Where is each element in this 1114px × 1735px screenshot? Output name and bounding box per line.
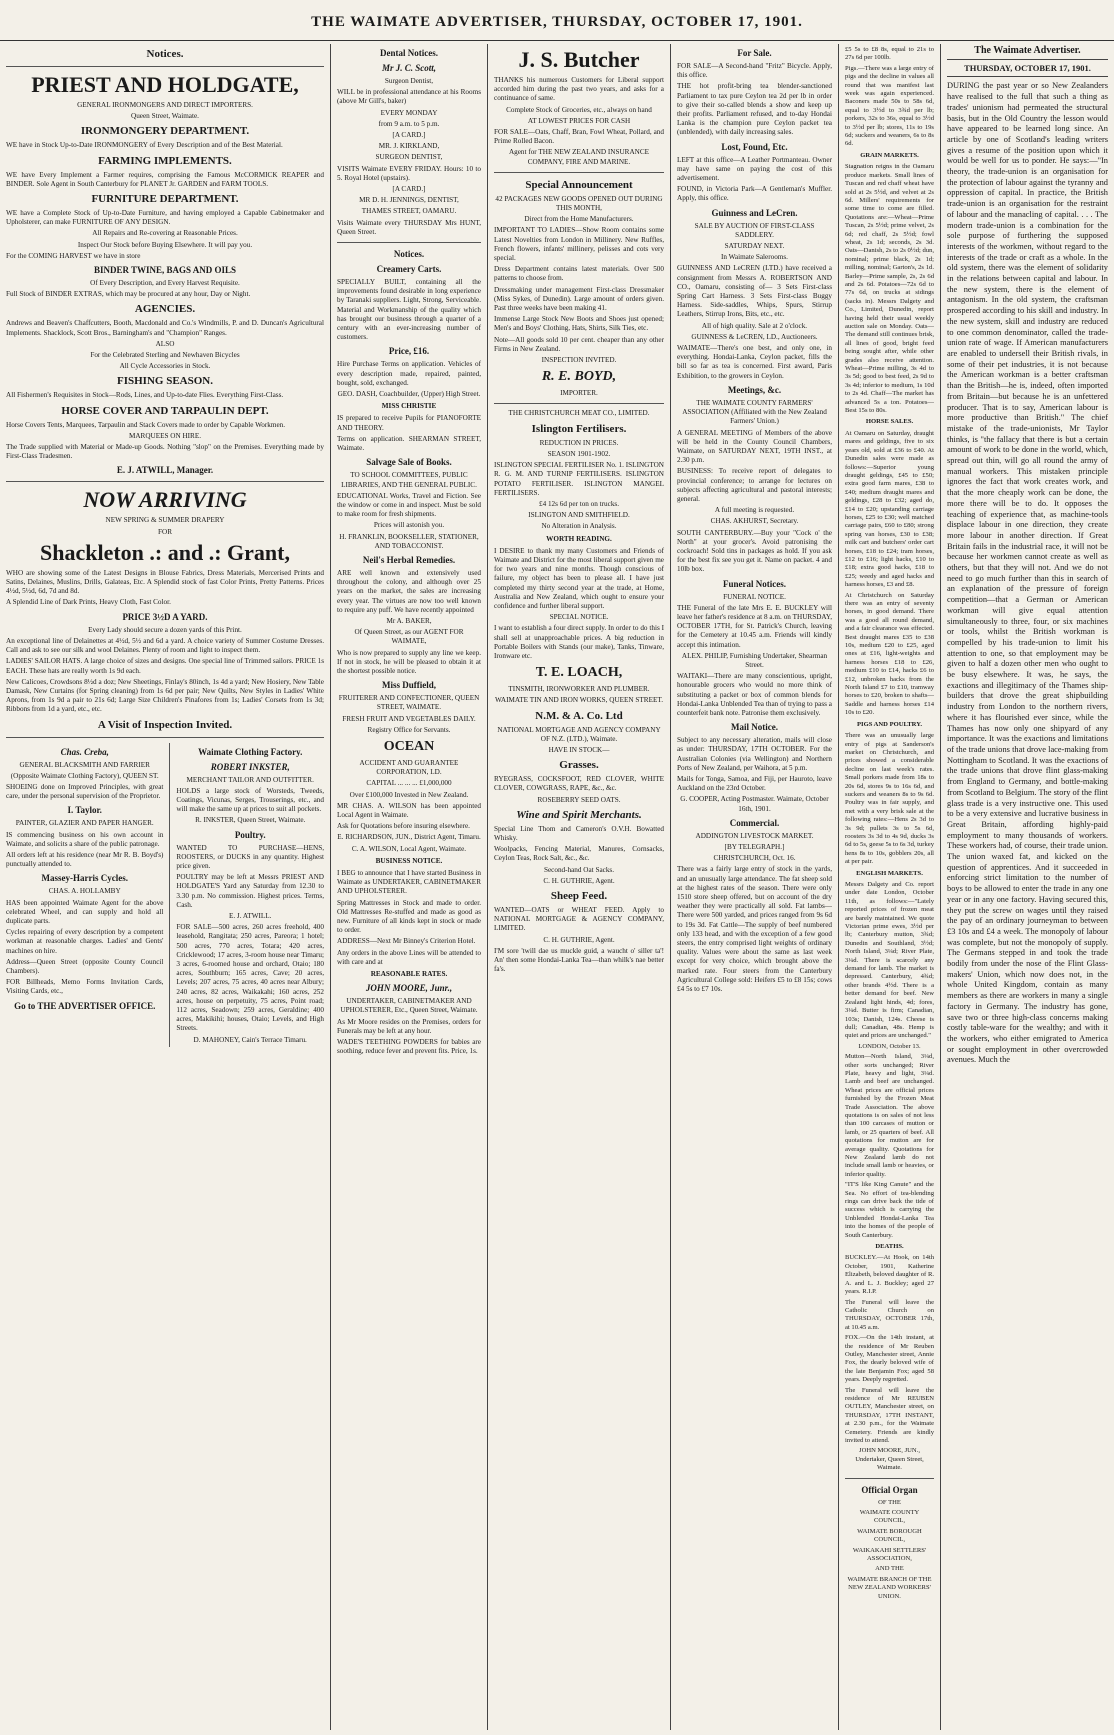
ad-text: Spring Mattresses in Stock and made to order. Old Mattresses Re-stuffed and made as good as new. Furniture of all kinds kept in stock or made to order. <box>337 898 481 935</box>
column-editorial <box>941 44 1114 1730</box>
ad-text: Address—Queen Street (opposite County Council Chambers). <box>6 957 164 975</box>
ad-text: Of Queen Street, as our AGENT FOR WAIMATE, <box>354 628 464 646</box>
ad-title: Salvage Sale of Books. <box>366 457 452 468</box>
ad-text: SOUTH CANTERBURY.—Buy your "Cock o' the North" at your grocer's. Avoid patronising the cockroach! Sold tins in packages as hold. If you ask for the best fix see you get it. Name on packet. 4 and 10lb box. <box>677 528 832 574</box>
ad-heading: HORSE COVER AND TARPAULIN DEPT. <box>61 404 269 417</box>
ad-heading: IRONMONGERY DEPARTMENT. <box>80 125 250 138</box>
ad-text: SATURDAY NEXT. <box>724 242 785 251</box>
ad-title: T. E. LOACH, <box>535 665 623 681</box>
divider <box>6 737 324 738</box>
ad-text: Dressmaking under management First-class Dressmaker (Miss Sykes, of Dunedin). Large amount of orders given. Past three weeks have been making 41. <box>494 285 664 313</box>
section-header: For Sale. <box>737 48 772 58</box>
section-header: Commercial. <box>729 817 780 828</box>
ad-text: THANKS his numerous Customers for Liberal support accorded him during the past two years, and asks for a continuance of same. <box>494 76 664 103</box>
ad-text: LADIES' SAILOR HATS. A large choice of sizes and designs. One special line of Trimmed sailors. PRICE 1s EACH. These hats are really worth 1s 9d each. <box>6 657 324 675</box>
ad-price: PRICE 3½D A YARD. <box>122 611 208 622</box>
ad-text: CHRISTCHURCH, Oct. 16. <box>713 854 796 863</box>
editorial-masthead: The Waimate Advertiser. <box>947 44 1108 60</box>
ad-text: CHAS. AKHURST, Secretary. <box>710 517 799 526</box>
section-header: DEATHS. <box>875 1243 904 1251</box>
ad-text: WE have in Stock Up-to-Date IRONMONGERY of Every Description and of the Best Material. <box>6 141 283 150</box>
ad-heading: A Visit of Inspection Invited. <box>97 718 233 731</box>
ad-text: WILL be in professional attendance at his Rooms (above Mr Gill's, baker) <box>337 88 481 106</box>
ad-heading: FARMING IMPLEMENTS. <box>98 154 232 167</box>
ad-text: WANTED—OATS or WHEAT FEED. Apply to NATIONAL MORTGAGE & AGENCY COMPANY, LIMITED. <box>494 906 664 933</box>
ad-text: A full meeting is requested. <box>714 506 795 515</box>
section-header: Meetings, &c. <box>727 384 782 395</box>
ad-text: MR CHAS. A. WILSON has been appointed Local Agent in Waimate. <box>337 801 481 819</box>
ad-text: An exceptional line of Delainettes at 4½d, 5½ and 6d a yard. A choice variety of Summer Costume Dresses. Call and ask to see our silk and wool Delaines. Plenty of room and light to inspect them. <box>6 636 324 655</box>
ad-title: Poultry. <box>234 829 266 840</box>
ad-text: MR. J. KIRKLAND, <box>378 142 440 151</box>
ad-title: WORTH READING. <box>546 534 612 543</box>
ad-text: Andrews and Beaven's Chaffcutters, Booth, Macdonald and Co.'s Windmills, P. and D. Duncan's Agricultural Implements. Shacklock, Scott Bros., Barningham's and "Champion" Ranges. <box>6 319 324 337</box>
ad-text: UNDERTAKER, CABINETMAKER AND UPHOLSTERER, Etc., Queen Street, Waimate. <box>340 997 478 1015</box>
ad-text: For the Celebrated Sterling and Newhaven Bicycles <box>90 351 240 360</box>
ad-text: AND THE <box>875 1565 904 1573</box>
sub-column <box>176 743 324 1047</box>
ad-text: £5 5s to £8 8s, equal to 21s to 27s 6d per 100lb. <box>845 46 934 62</box>
ad-title: Neil's Herbal Remedies. <box>362 554 456 565</box>
ad-text: HAS been appointed Waimate Agent for the above celebrated Wheel, and can supply and hold all duplicate parts. <box>6 898 164 925</box>
ad-text: For the COMING HARVEST we have in store <box>6 251 141 260</box>
ad-text: "IT'S like King Canute" and the Sea. No effort of tea-blending rings can drive back the tide of success which is carrying the Unblended Hondai-Lanka Tea into the homes of the people of South Canterbury. <box>845 1181 934 1239</box>
ad-text: The Funeral will leave the residence of Mr REUBEN OUTLEY, Manchester street, on THURSDAY, 17TH INSTANT, at 2.30 p.m., for the Waimate Cemetery. Friends are kindly invited to attend. <box>845 1386 934 1444</box>
ad-heading: FURNITURE DEPARTMENT. <box>91 193 239 206</box>
ad-text: Special Line Thom and Cameron's O.V.H. Bowatted Whisky. <box>494 824 664 842</box>
ad-text: SEASON 1901-1902. <box>547 449 611 458</box>
ad-price: Price, £16. <box>388 346 430 357</box>
ad-text: Woolpacks, Fencing Material, Manures, Cornsacks, Ceylon Teas, Rock Salt, &c., &c. <box>494 845 664 863</box>
ad-text: I'M sore 'twill dae us muckle guid, a waucht o' siller ta'! An' then some Hondai-Lanka Tea—than whilk's nae better fa's. <box>494 946 664 974</box>
divider <box>494 172 664 173</box>
divider <box>337 242 481 243</box>
ad-text: C. H. GUTHRIE, Agent. <box>543 935 615 944</box>
divider <box>845 1478 934 1479</box>
ad-text: Of Every Description, and Every Harvest Requisite. <box>90 279 240 288</box>
ad-text: Registry Office for Servants. <box>367 725 451 734</box>
ad-text: BUSINESS: To receive report of delegates to provincial conference; to arrange for lectures on subjects affecting agricultural and pastoral interests; general. <box>677 467 832 503</box>
ad-text: All Fishermen's Requisites in Stock—Rods, Lines, and Up-to-date Flies. Everything First-Class. <box>6 391 284 400</box>
column-for-sale <box>671 44 838 1730</box>
ad-text: ISLINGTON SPECIAL FERTILISER No. 1. ISLINGTON R. G. M. AND TURNIP FERTILISERS. ISLINGTON POTATO FERTILISER. ISLINGTON MANGEL FERTILISERS. <box>494 461 664 497</box>
ad-text: All orders left at his residence (near Mr R. B. Boyd's) punctually attended to. <box>6 850 164 869</box>
ad-text: Full Stock of BINDER EXTRAS, which may be procured at any hour, Day or Night. <box>6 290 251 299</box>
ad-text: ADDRESS—Next Mr Binney's Criterion Hotel. <box>337 937 476 946</box>
ad-text: Who is now prepared to supply any line we keep. If not in stock, he will be pleased to obtain it at the shortest possible notice. <box>337 648 481 675</box>
column-notices <box>0 44 330 1730</box>
ad-signature: E. J. ATWILL, Manager. <box>116 465 214 476</box>
ad-text: Dress Department contains latest materials. Over 500 patterns to choose from. <box>494 265 664 283</box>
ad-text: FOR SALE—500 acres, 260 acres freehold, 400 leasehold, Rangitata; 250 acres, Pareora; 1 hotel; 500 acres, 770 acres, Totara; 420 acres, Cricklewood; 17 acres, 3-room house near Timaru; 3 acres, 6-roomed house and orchard, Otaio; 180 acres, Southburn; 165 acres, Cave; 20 acres, Levels; 207 acres, 75 acres, 40 acres near Albury; 240 acres, 82 acres, Waikakahi; 160 acres, 252 acres, house on perpetuity, 75 acres, Point road; 112 acres, Seadown; 259 acres, Geraldine; 400 acres, Makikihi; houses, Otaio; Levels, and High Streets. <box>176 923 324 1033</box>
ad-text: OF THE <box>878 1498 901 1506</box>
ad-text: FOX.—On the 14th instant, at the residence of Mr Reuben Outley, Manchester street, Annie Fox, the dearly beloved wife of the late Benjamin Fox; aged 58 years. Deeply regretted. <box>845 1334 934 1384</box>
ad-text: Stagnation reigns in the Oamaru produce markets. Small lines of Tuscan and red chaff wheat have sold at 2s 5½d, and velvet at 2s 6d. Millers' requirements for some time to come are filled. Quotations are:—Wheat—Prime Tuscan, 2s 5½d; prime velvet, 2s 6d; red chaff, 2s 5½d; fowl wheat, 2s 1d; seconds, 2s 3d. Oats—Danish, 2s to 2s 0½d; dun, nominal; prime black, 2s 1d; milling, nominal; Garton's, 2s 1d. Barley—Prime sample, 2s, 2s 6d and 2s 6d. Potatoes—72s 6d to 77s 6d, on trucks at sidings (sacks in). Messrs Dalgety and Co., Limited, Dunedin, report having held their usual weekly auction sale on Monday. Oats—The demand still continues brisk, all lines of good, bright feed being sought after, while other grades also receive attention. Wheat—Prime milling, 3s 4d to 3s 5d; good to best feed, 2s 9d to 3s 4d; inferior to medium, 1s 10d to 2s 4d. Chaff—The market has advanced 5s a ton. Potatoes—Best 15s to 80s. <box>845 163 935 415</box>
ad-heading: AGENCIES. <box>134 303 196 316</box>
ad-text: LONDON, October 13. <box>858 1042 921 1050</box>
ad-text: G. COOPER, Acting Postmaster. Waimate, October 16th, 1901. <box>680 795 829 813</box>
ad-text: FOUND, in Victoria Park—A Gentleman's Muffler. Apply, this office. <box>677 185 832 203</box>
ad-text: MARQUEES ON HIRE. <box>128 431 202 440</box>
section-header: Guinness and LeCren. <box>711 207 798 218</box>
ad-text: I BEG to announce that I have started Business in Waimate as UNDERTAKER, CABINETMAKER AND UPHOLSTERER. <box>337 869 481 896</box>
ad-title: Go to THE ADVERTISER OFFICE. <box>14 1000 156 1011</box>
section-header: ENGLISH MARKETS. <box>856 869 923 877</box>
ad-title: Sheep Feed. <box>550 890 608 902</box>
ad-text: GENERAL BLACKSMITH AND FARRIER <box>19 760 150 769</box>
ad-title: Shackleton .: and .: Grant, <box>40 539 290 565</box>
section-header: Dental Notices. <box>380 48 438 58</box>
ad-text: PAINTER, GLAZIER AND PAPER HANGER. <box>15 819 154 828</box>
ad-text: ALSO <box>155 339 175 348</box>
ad-text: Second-hand Oat Sacks. <box>543 865 615 874</box>
ad-text: TINSMITH, IRONWORKER AND PLUMBER. <box>508 685 650 694</box>
ad-text: At Oamaru on Saturday, draught mares and geldings, five to six years old, sold at £36 to £40. At Dunedin sales were made as follows:—Superior young draught geldings, £45 to £50; extra good farm mares, £38 to £40; medium draught mares and geldings, £28 to £32; aged do, £14 to £20; upstanding carriage horses, £25 to £30; well matched carriage pairs, £60 to £80; strong spring van horses, £30 to £38; milk cart and butchers' order cart horses, £18 to £24; tram horses, £12 to £16; light hacks, £10 to £18; extra good hacks, £18 to £25; weedy and aged hacks and harness horses, £3 and £8. <box>845 429 934 589</box>
column-butcher <box>488 44 670 1730</box>
ad-text: CHAS. A. HOLLAMBY <box>48 887 121 896</box>
ad-text: VISITS Waimate EVERY FRIDAY. Hours: 10 to 5. Royal Hotel (upstairs). <box>337 164 481 182</box>
ad-text: WAITAKI—There are many conscientious, upright, honourable grocers who would no more think of substituting a packet or box of common blends for Hondai-Lanka Unblended Tea than of trying to pass a counterfeit bank note. Patronise them exclusively. <box>677 672 832 717</box>
section-header: HORSE SALES. <box>865 418 914 426</box>
ad-text: 42 PACKAGES NEW GOODS OPENED OUT DURING THIS MONTH, <box>495 194 663 213</box>
ad-text: Horse Covers Tents, Marquees, Tarpaulin and Stack Covers made to order by Capable Workmen. <box>6 420 286 429</box>
column-rule <box>169 743 170 1047</box>
ad-text: Visits Waimate every THURSDAY Mrs HUNT, Queen Street. <box>337 218 481 236</box>
ad-text: H. FRANKLIN, BOOKSELLER, STATIONER, AND TOBACCONIST. <box>339 532 479 550</box>
ad-text: A GENERAL MEETING of Members of the above will be held in the County Council Chambers, Waimate, on SATURDAY NEXT, 19TH INST., at 2.30 p.m. <box>677 428 832 465</box>
ad-text: FUNERAL NOTICE. <box>723 592 786 601</box>
ad-text: Every Lady should secure a dozen yards of this Print. <box>88 625 242 634</box>
masthead-title: THE WAIMATE ADVERTISER, THURSDAY, OCTOBER 17, 1901. <box>311 14 803 30</box>
section-header: Lost, Found, Etc. <box>721 141 788 152</box>
ad-text: All Cycle Accessories in Stock. <box>119 362 211 371</box>
ad-text: WHO are showing some of the Latest Designs in Blouse Fabrics, Dress Materials, Mercerised Prints and Satins, Delaines, Muslins, Drills, Galateas, Etc. A Splendid stock of fast Color Prints, Pretty Patterns. Prices 4½d, 5½d, 6d, 7d and 8d. <box>6 568 324 596</box>
masthead <box>0 0 1114 41</box>
ad-text: ROSEBERRY SEED OATS. <box>537 795 621 804</box>
ad-title: Creamery Carts. <box>376 264 442 275</box>
ad-title: Mr J. C. Scott, <box>381 63 436 73</box>
ad-text: RYEGRASS, COCKSFOOT, RED CLOVER, WHITE CLOVER, COWGRASS, RAPE, &c., &c. <box>494 775 664 793</box>
ad-text: FRUITERER AND CONFECTIONER, QUEEN STREET, WAIMATE. <box>338 694 480 712</box>
ad-text: THE WAIMATE COUNTY FARMERS' ASSOCIATION (Affiliated with the New Zealand Farmers' Union.) <box>682 398 827 426</box>
ad-text: CAPITAL ... ... ... £1,000,000 <box>366 779 452 788</box>
ad-text: C. A. WILSON, Local Agent, Waimate. <box>351 844 467 853</box>
ad-title: I. Taylor. <box>67 805 102 816</box>
ad-title: MISS CHRISTIE <box>381 402 437 411</box>
ad-text: [A CARD.] <box>392 131 426 140</box>
ad-text: There was a fairly large entry of stock in the yards, and an unusually large attendance. The fat sheep sold at the highest rates of the season. There were only 1510 store sheep offered, but on account of the dry weather they were practically all sold. Fat lambs—There were 500 yarded, and prices ranged from 9s 6d to 19s 3d. Fat Cattle—The supply of beef numbered only 133 head, and with the exception of a few good steers, the entry comprised light weights of ordinary quality. Values were about the same as last week except for very choice, which brought above the marked rate. Four steers from the Canterbury Agricultural College sold: Heifers £5 to £8 15s; cows £4 5s to £7 10s. <box>677 865 832 994</box>
ad-text: Mr A. BAKER, <box>386 616 432 625</box>
ad-text: E. RICHARDSON, JUN., District Agent, Timaru. <box>337 833 481 842</box>
ad-text: FOR <box>158 527 172 536</box>
ad-text: All Repairs and Re-covering at Reasonable Prices. <box>92 229 238 238</box>
ad-text: EDUCATIONAL Works, Travel and Fiction. See the window or come in and inspect. Must be sold to make room for fresh shipments. <box>337 491 481 519</box>
ad-text: Any orders in the above Lines will be attended to with care and at <box>337 948 481 966</box>
ad-text: Note—All goods sold 10 per cent. cheaper than any other Firms in New Zealand. <box>494 335 664 353</box>
ad-text: THE Funeral of the late Mrs E. E. BUCKLEY will leave her father's residence at 8 a.m. on THURSDAY, OCTOBER 17TH, for St. Patrick's Church, leaving for the Cemetery at 10.45 a.m. Friends will kindly accept this intimation. <box>677 603 832 649</box>
ad-text: FOR SALE—A Second-hand "Fritz" Bicycle. Apply, this office. <box>677 62 832 80</box>
ad-text: MERCHANT TAILOR AND OUTFITTER. <box>186 775 314 784</box>
ad-text: THE CHRISTCHURCH MEAT CO., LIMITED. <box>508 409 650 418</box>
ad-text: No Alteration in Analysis. <box>541 522 617 531</box>
ad-text: Cycles repairing of every description by a competent workman at reasonable charges. Ladies' and Gents' machines on hire. <box>6 928 164 955</box>
ad-text: WAIMATE TIN AND IRON WORKS, QUEEN STREET. <box>494 696 664 705</box>
ad-text: Messrs Dalgety and Co. report under date London, October 11th, as follows:—"Lately reported prices of frozen meat are barely maintained. We quote Victorian prime ewes, 3½d per lb; Canterbury mutton, 3¾d; Dunedin and Southland, 3½d; North Island, 3¼d; River Plate, 3¼d. There is scarcely any demand for lamb. The market is depressed. Canterbury, 4¾d; other brands 4½d. There is a better demand for beef. New Zealand light hinds, 4d; fores, 3¼d. Butter is firm; Canadian, 103s; Danish, 124s. Cheese is dull; Canadian, 48s. Hemp is quiet and prices are unchanged." <box>845 881 934 1040</box>
ad-text: SHOEING done on Improved Principles, with great care, under the personal supervision of the Proprietor. <box>6 782 164 801</box>
ad-title: JOHN MOORE, Junr., <box>365 983 453 994</box>
ad-text: MR D. H. JENNINGS, DENTIST, <box>359 196 459 205</box>
ad-text: New Calicoes, Crowdsons 8½d a doz; New Sheetings, Finlay's 80inch, 1s 4d a yard; New Hosiery, New Table Damask, New Curtains (for Spring cleaning) from 1s 6d per pair; New Quilts, New Styles in Ladies' White Aprons, from 1s 9d a pair to 21s 6d; Large Size Children's Pinafores from 1s; Ladies' Corsets from 1s 3d; Ribbons from 1d a yard, etc., etc. <box>6 677 324 714</box>
section-header: Funeral Notices. <box>723 578 786 589</box>
section-header: PIGS AND POULTRY. <box>856 720 923 728</box>
ad-text: IMPORTANT TO LADIES—Show Room contains some Latest Novelties from London in Millinery. New Ruffles, French flowers, infants' millinery, pelisses and cots very special. <box>494 226 664 263</box>
ad-text: HAVE IN STOCK— <box>548 745 610 754</box>
ad-title: Islington Fertilisers. <box>531 422 627 435</box>
divider <box>6 66 324 67</box>
ad-title: R. E. BOYD, <box>541 369 617 385</box>
ad-text: BUCKLEY.—At Hook, on 14th October, 1901, Katherine Elizabeth, beloved daughter of R. A. and L. J. Buckley; aged 27 years. R.I.P. <box>845 1254 934 1296</box>
ad-subtitle: NEW SPRING & SUMMER DRAPERY <box>105 516 225 525</box>
ad-text: D. MAHONEY, Cain's Terrace Timaru. <box>193 1035 307 1044</box>
column-commercial <box>839 44 940 1730</box>
ad-text: Pigs.—There was a large entry of pigs and the decline in values all round that was manifest last week was again experienced. Baconers made 50s to 58s 6d, equal to 3½d to 3¾d per lb; porkers, 32s to 36s, equal to 3½d to 3½d per lb; stores, 11s to 19s 6d; suckers and weaners, 6s to 8s 6d. <box>845 64 934 148</box>
ad-text: INSPECTION INVITED. <box>541 356 617 365</box>
column-dental <box>331 44 487 1730</box>
ad-text: ACCIDENT AND GUARANTEE CORPORATION, LD. <box>359 758 459 777</box>
ad-title: BUSINESS NOTICE. <box>375 856 443 865</box>
ad-text: SURGEON DENTIST, <box>375 153 443 162</box>
ad-title: OCEAN <box>383 738 435 754</box>
ad-text: WAIMATE BRANCH OF THE NEW ZEALAND WORKERS' UNION. <box>847 1575 932 1600</box>
ad-text: REDUCTION IN PRICES. <box>539 438 619 447</box>
ad-text: WAIMATE—There's one best, and only one, in everything. Hondai-Lanka, Ceylon packet, fills the bill so far as tea is concerned. First award, Paris Exhibition, to the growers in Ceylon. <box>677 344 832 380</box>
ad-text: [A CARD.] <box>392 185 426 194</box>
ad-text: Queen Street, Waimate. <box>131 112 199 121</box>
ad-text: Hire Purchase Terms on application. Vehicles of every description made, repaired, painted, bought, sold, exchanged. <box>337 360 481 387</box>
ad-text: IS commencing business on his own account in Waimate, and solicits a share of the public patronage. <box>6 830 164 848</box>
ad-text: GEO. DASH, Coachbuilder, (Upper) High Street. <box>337 390 481 399</box>
ad-text: IS prepared to receive Pupils for PIANOFORTE AND THEORY. <box>337 414 481 432</box>
ad-text: C. H. GUTHRIE, Agent. <box>543 876 615 885</box>
ad-text: All of high quality. Sale at 2 o'clock. <box>701 321 808 330</box>
ad-subtitle: GENERAL IRONMONGERS AND DIRECT IMPORTERS. <box>77 101 253 109</box>
ad-text: FOR Billheads, Memo Forms Invitation Cards, Visiting Cards, etc., <box>6 978 164 996</box>
section-header: Notices. <box>146 48 184 60</box>
sub-column <box>6 743 163 1047</box>
ad-title: J. S. Butcher <box>518 47 640 72</box>
ad-text: Direct from the Home Manufacturers. <box>524 215 634 224</box>
ad-text: There was an unusually large entry of pigs at Sanderson's market on Christchurch, and prices showed a considerable decline on last week's rates. Small porkers made from 18s to 20s 6d, stores 9s to 16s 6d, and suckers and weaners 8s to 9s 6d. Poultry was in fair supply, and met with a very brisk sale at the following rates:—Hens 2s 3d to 3s 9d; pullets 3s to 5s 6d, roosters 3s 3d to 4s 9d, ducks 3s 6d to 5s, geese 5s to 6s 3d, turkey hens 8s to 10s, gobblers 20s, all at per pair. <box>845 732 935 866</box>
ad-text: (Opposite Waimate Clothing Factory), QUEEN ST. <box>10 771 159 780</box>
ad-text: Over £100,000 Invested in New Zealand. <box>349 790 469 799</box>
ad-text: Mutton—North Island, 3¼d, other sorts unchanged; River Plate, heavy and light, 3¼d. Lamb and beef are unchanged. Wheat prices are official prices furnished by the Frozen Meat Trade Association. The above quotations is on sales of not less than 100 carcases of mutton or lamb, or 25 quarters of beef. All quotations for mutton are for average quality. Quotations for New Zealand lamb do not include small lamb or heavies, or inferior quality. <box>845 1053 934 1178</box>
ad-text: GUINNESS AND LeCREN (LTD.) have received a consignment from Messrs A. ROBERTSON AND CO., Oamaru, consisting of— 3 Sets First-class Spring Cart Harness. 3 Sets First-class Buggy Harness. Side-saddles, Whips, Spurs, Stirrup Leathers, Stirrup Irons, Bits, etc., etc. <box>677 264 832 319</box>
ad-text: from 9 a.m. to 5 p.m. <box>378 119 440 128</box>
ad-text: FRESH FRUIT AND VEGETABLES DAILY. <box>342 714 476 723</box>
ad-title: Massey-Harris Cycles. <box>41 873 128 884</box>
ad-text: LEFT at this office—A Leather Portmanteau. Owner may have same on paying the cost of this advertisement. <box>677 155 832 183</box>
ad-title: N.M. & A. Co. Ltd <box>535 709 623 722</box>
ad-text: R. INKSTER, Queen Street, Waimate. <box>195 816 306 825</box>
ad-text: £4 12s 6d per ton on trucks. <box>538 499 620 508</box>
ad-heading: FISHING SEASON. <box>117 375 213 388</box>
ad-text: WADE'S TEETHING POWDERS for babies are soothing, reduce fever and prevent fits. Price, 1s. <box>337 1038 481 1056</box>
ad-text: WAIMATE COUNTY COUNCIL, <box>859 1509 920 1525</box>
ad-title: NOW ARRIVING <box>83 487 247 513</box>
ad-title: ROBERT INKSTER, <box>210 761 290 772</box>
ad-text: I want to establish a four direct supply. In order to do this I shall sell at unapproachable prices. A big reduction in Portable Boilers with Stands (our make), Tanks, Tinware, Ironware etc. <box>494 624 664 660</box>
ad-text: WE have a Complete Stock of Up-to-Date Furniture, and having employed a Capable Cabinetmaker and Upholsterer, can make FURNITURE OF ANY DESIGN. <box>6 209 324 227</box>
editorial-date: THURSDAY, OCTOBER 17, 1901. <box>947 60 1108 78</box>
ad-text: ADDINGTON LIVESTOCK MARKET. <box>695 831 814 840</box>
ad-text: FOR SALE—Oats, Chaff, Bran, Fowl Wheat, Pollard, and Prime Rolled Bacon. <box>494 128 664 146</box>
ad-title: Special Announcement <box>525 178 633 191</box>
divider <box>6 481 324 482</box>
ad-title: PRIEST AND HOLDGATE, <box>31 72 299 97</box>
ad-text: WE have Every Implement a Farmer requires, comprising the Famous McCORMICK REAPER and BINDER. Sole Agent in South Canterbury for PLANET Jr. GARDEN and FARM TOOLS. <box>6 170 324 188</box>
ad-text: SPECIAL NOTICE. <box>549 613 609 622</box>
ad-text: REASONABLE RATES. <box>370 970 448 979</box>
ad-text: I DESIRE to thank my many Customers and Friends of Waimate and District for the most liberal support given me for two years and nine months. Though conscious of failure, my object has been to please all. I have just completed my thirty second year at the trade, at Home, Australia and New Zealand, which ought to ensure your confidence and further liberal support. <box>494 546 664 610</box>
ad-text: WANTED TO PURCHASE—HENS, ROOSTERS, or DUCKS in any quantity. Highest price given. <box>176 843 324 870</box>
editorial-body: DURING the past year or so New Zealanders have realised to the full that such a thing as trades' unionism had permeated the structural basis, but in the Old Country the lesson would have appeared to be learned long since. An article by one of Scotland's leading writers gives a resume of the position upon which it would be well for us to ponder. He says:—"In theory, the trade-union is an organisation for the protection of labour against the tyranny and oppression of capital. In practice, the British trade-union is an organisation for the restraint of labour and the manacling of capital. . . . The modern trade-union is a combination for the sole purpose of furthering the supposed interests of the workmen, without regard to the interests of the trade or craft as a whole. In the old system, there was the element of solidarity in the relations between capital and labour. In the new system, there is the element of antagonism. In the old system, the craftsman prospered according to his skill and industry. In the new system, skill and industry are reduced to one common denominator, called the trade-union rate of wage. If American manufacturers are enabled to undersell their British rivals, in some of their pet industries, it is not because the American workman is a better craftsman than the British—he is, indeed, often imported from Britain—but because he is an unfettered producer. That is to say, American labour is more productive than British." The chief mistake of the trade-unionists, Mr Taylor thinks, is "the fallacy that there is but a certain amount of work to be done in the world, which, spread out thin, will go all round the army of manual workers. This mistaken principle ignores the fact that work creates work, and that the more cheaply work can be done, the more there will be to do. It opposes the teaching of experience that, as machine-tools displace labour in one direction, they create more labour in another direction. If Great Britain fails in the industrial race, it will not be because her workmen cannot create as well as others, but that they will not. And we do not need to go much further than this in search of an explanation of the pressure of foreign competition—that a German or American workman will give equal attention simultaneously to three, four, or six machines or tools, whilst the British workman is compelled by his trade-union to limit his attention to one, so that employment may be given to half a dozen other men who ought to be busy elsewhere. It was, he says, the exactions and illegitimacy of the Thames ship-builders that drove the great shipbuilding industry from London to the northern rivers, where it has flourished ever since, while the Thames has now only one shipyard of any importance. It was the exactions and limitations of the trade unions that drove lace-making from Nottingham to Scotland. It was the exactions of the trade unions that drove flint glass-making from England to Germany, and bottle-making from Scotland to Belgium. The story of the flint glass trade is a very instructive one. This used to be a very extensive and lucrative business in Great Britain, affording highly-paid employment to many thousands of workers. These workers had, of course, their trade union. The union waxed fat, and kicked on the question of apprentices. And it succeeded in enforcing strict limitation to the number of boys to be allowed to enter the trade in any one year or in any one factory. Having secured this, they put the screw on wages until they raised the pay of an ordinary journeyman to between £3 10s and £4 a week. The monopoly of labour was complete, but not the monopoly of supply. The Germans stepped in and took the trade bodily from under the nose of the Flint Glass-makers' Union, which now does not, in the whole United Kingdom, contain as many members as there are workers in many a single factory in Germany. The industry has gone, save two or three high-class concerns making costly table-ware for the wealthy; and with it the workers, who either emigrated to America or sought employment in other overcrowded avenues. Much the <box>947 81 1108 1065</box>
ad-text: The Funeral will leave the Catholic Church on THURSDAY, OCTOBER 17th, at 10.45 a.m. <box>845 1298 934 1331</box>
ad-text: A Splendid Line of Dark Prints, Heavy Cloth, Fast Color. <box>6 598 171 607</box>
ad-text: SPECIALLY BUILT, containing all the improvements found desirable in long experience by Taranaki suppliers. Light, Strong, Serviceable. Material and Workmanship of the quality which has brought our business through a quarter of a century with an ever-increasing number of customers. <box>337 278 481 342</box>
ad-text: EVERY MONDAY <box>380 108 438 117</box>
ad-text: ARE well known and extensively used throughout the colony, and although over 25 years on the market, the sales are increasing every year. The virtues are now too well known to require any puff. We have recently appointed <box>337 568 481 614</box>
ad-text: ISLINGTON AND SMITHFIELD. <box>528 511 630 520</box>
ad-text: JOHN MOORE, JUN., Undertaker, Queen Street, Waimate. <box>855 1447 924 1472</box>
divider <box>494 403 664 404</box>
section-header: GRAIN MARKETS. <box>860 151 919 159</box>
ad-text: IMPORTER. <box>560 389 598 398</box>
ad-text: Complete Stock of Groceries, etc., always on hand <box>506 105 652 114</box>
ad-text: ALEX. PHILIP, Furnishing Undertaker, Shearman Street. <box>681 651 828 669</box>
ad-title: Miss Duffield, <box>382 680 436 691</box>
ad-text: At Christchurch on Saturday there was an entry of seventy horses, in good demand. There was a good all round demand, and a fair clearance was effected. Best draught mares £35 to £38 10s, medium £20 to £25, aged ones at £16, light-weights and harness horses £18 to £26, medium £10 to £14, hacks £6 to £12, unbroken hacks from the North Island £7 to £10, tramway horses to £20, broken to shafts—Saddle and harness horses £14 10s to £20. <box>845 591 934 717</box>
ad-title: Waimate Clothing Factory. <box>198 746 303 757</box>
ad-text: As Mr Moore resides on the Premises, orders for Funerals may be left at any hour. <box>337 1017 481 1035</box>
ad-text: NATIONAL MORTGAGE AND AGENCY COMPANY OF N.Z. (LTD.), Waimate. <box>497 725 661 743</box>
ad-text: POULTRY may be left at Messrs PRIEST AND HOLDGATE'S Yard any Saturday from 12.30 to 3.30 p.m. No commission. Highest prices. Terms, Cash. <box>176 873 324 909</box>
section-header: Official Organ <box>861 1484 918 1495</box>
ad-text: Subject to any necessary alteration, mails will close as under: THURSDAY, 17TH OCTOBER. For the Australian Colonies (via Wellington) and Northern Ports of New Zealand, per Waihora, at 5 p.m. <box>677 736 832 772</box>
ad-text: Surgeon Dentist, <box>384 77 434 85</box>
section-header: Mail Notice. <box>731 722 778 733</box>
section-header: Notices. <box>393 249 425 260</box>
ad-text: Terms on application. SHEARMAN STREET, Waimate. <box>337 434 481 453</box>
ad-title: Chas. Creba, <box>60 746 109 757</box>
ad-heading: BINDER TWINE, BAGS AND OILS <box>93 265 237 276</box>
ad-text: Prices will astonish you. <box>373 521 445 530</box>
ad-text: Ask for Quotations before insuring elsewhere. <box>337 822 470 831</box>
ad-text: E. J. ATWILL. <box>228 911 272 920</box>
two-column-block <box>6 743 324 1047</box>
ad-text: THAMES STREET, OAMARU. <box>361 207 457 216</box>
ad-text: AT LOWEST PRICES FOR CASH <box>527 116 631 125</box>
ad-title: Wine and Spirit Merchants. <box>516 808 642 821</box>
ad-text: Immense Large Stock New Boots and Shoes just opened; Men's and Boys' Clothing, Hats, Shirts, Silk Ties, etc. <box>494 315 664 333</box>
ad-text: WAIMATE BOROUGH COUNCIL, <box>857 1527 922 1544</box>
ad-text: THE hot profit-bring tea blender-sanctioned Parliament to tax pure Ceylon tea 2d per lb in order to give their so-called blends a show and keep up their profits. Parliament refused, and to-day Hondai Lanka is the champion pure Ceylon packet tea (unblended), with daily increasing sales. <box>677 82 832 137</box>
ad-text: WAIKAKAHI SETTLERS' ASSOCIATION, <box>852 1546 927 1563</box>
ad-text: The Trade supplied with Material or Made-up Goods. Nothing "slop" on the Premises. Everything made by First-Class Tradesmen. <box>6 443 324 461</box>
ad-text: Agent for THE NEW ZEALAND INSURANCE COMPANY, FIRE AND MARINE. <box>508 148 650 166</box>
ad-text: HOLDS a large stock of Worsteds, Tweeds, Coatings, Vicunas, Serges, Trouserings, etc., and will make the same up at prices to suit all pockets. <box>176 786 324 814</box>
ad-text: SALE BY AUCTION OF FIRST-CLASS SADDLERY. <box>694 221 815 239</box>
ad-text: GUINNESS & LeCREN, LD., Auctioneers. <box>691 332 818 341</box>
ad-text: Mails for Tonga, Samoa, and Fiji, per Hauroto, leave Auckland on the 23rd October. <box>677 775 832 793</box>
ad-title: Grasses. <box>559 759 599 772</box>
ad-text: In Waimate Salerooms. <box>721 253 788 262</box>
ad-text: TO SCHOOL COMMITTEES, PUBLIC LIBRARIES, AND THE GENERAL PUBLIC. <box>341 471 477 489</box>
ad-text: [BY TELEGRAPH.] <box>724 843 785 852</box>
ad-text: Inspect Our Stock before Buying Elsewhere. It will pay you. <box>77 240 253 249</box>
